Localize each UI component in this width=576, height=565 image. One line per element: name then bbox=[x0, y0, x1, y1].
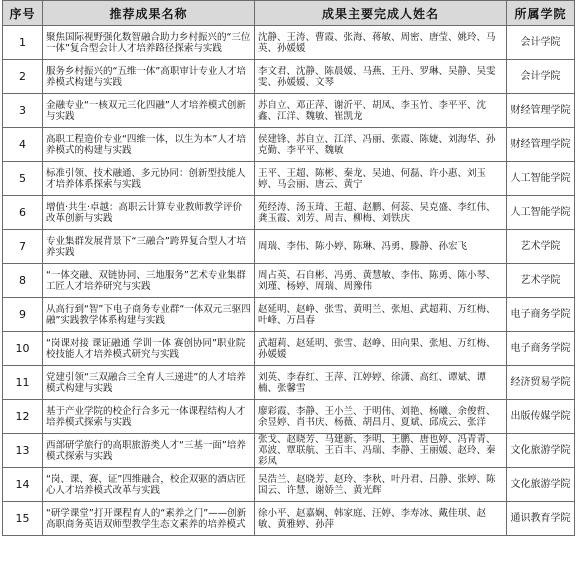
college: 通识教育学院 bbox=[507, 502, 575, 536]
college: 经济贸易学院 bbox=[507, 366, 575, 400]
college: 文化旅游学院 bbox=[507, 434, 575, 468]
header-title: 推荐成果名称 bbox=[43, 1, 255, 26]
table-row bbox=[3, 128, 575, 162]
table-row bbox=[3, 332, 575, 366]
table-row bbox=[3, 298, 575, 332]
table-row bbox=[3, 94, 575, 128]
contributors: 周占英、石自彬、冯勇、黄慧敏、李伟、陈勇、陈小琴、刘瑾、杨婷、周瑞、周豫伟 bbox=[255, 264, 507, 298]
table-row bbox=[3, 162, 575, 196]
achievement-title: 增值·共生·卓越：高职云计算专业教师教学评价改革创新与实践 bbox=[43, 196, 255, 230]
table-row bbox=[3, 26, 575, 60]
achievement-title: 西部研学旅行的高职旅游类人才“三基一面”培养模式探索与实践 bbox=[43, 434, 255, 468]
achievement-title: “研学课堂”打开课程育人的“素养之门”——创新高职商务英语双师型教学生态文素养的培养模式 bbox=[43, 502, 255, 536]
table-row bbox=[3, 230, 575, 264]
header-college: 所属学院 bbox=[507, 1, 575, 26]
achievement-title: 聚焦国际视野强化数智融合助力乡村振兴的“三位一体”复合型会计人才培养路径探索与实践 bbox=[43, 26, 255, 60]
contributors: 沈静、王涛、曹霞、张海、蒋敏、周密、唐莹、姚玲、马英、孙媛媛 bbox=[255, 26, 507, 60]
contributors: 苏自立、邓正萍、谢沂平、胡凤、李玉竹、李平平、沈鑫、江洋、魏敏、崔凯龙 bbox=[255, 94, 507, 128]
table-row bbox=[3, 400, 575, 434]
table-row bbox=[3, 60, 575, 94]
contributors: 赵延明、赵峥、张雪、黄明兰、张旭、武超莉、万红梅、叶峰、万昌春 bbox=[255, 298, 507, 332]
college: 艺术学院 bbox=[507, 264, 575, 298]
college: 人工智能学院 bbox=[507, 196, 575, 230]
achievement-title: “一体交融、双链协同、三地服务”艺术专业集群工匠人才培养研究与实践 bbox=[43, 264, 255, 298]
table-header-row bbox=[3, 1, 575, 26]
table-row bbox=[3, 366, 575, 400]
row-number: 2 bbox=[3, 60, 43, 94]
header-no: 序号 bbox=[3, 1, 43, 26]
achievement-title: 服务乡村振兴的“五维一体”高职审计专业人才培养模式构建与实践 bbox=[43, 60, 255, 94]
row-number: 6 bbox=[3, 196, 43, 230]
achievements-table bbox=[2, 0, 575, 536]
contributors: 廖彩霞、李静、王小兰、于明伟、刘艳、杨曦、余俊哲、余昱婷、肖书庆、杨薇、胡昌月、夏斌、邱成云、张洋 bbox=[255, 400, 507, 434]
contributors: 张戈、赵晓芳、马建新、李明、王鹏、唐也婷、冯青青、邓波、覃联航、王百丰、冯瑞、李静、王丽媛、赵玲、秦彩凤 bbox=[255, 434, 507, 468]
table-row bbox=[3, 264, 575, 298]
achievement-title: 高职工程造价专业“四维一体，以生为本”人才培养模式的构建与实践 bbox=[43, 128, 255, 162]
row-number: 14 bbox=[3, 468, 43, 502]
contributors: 王平、王超、陈彬、秦龙、吴迪、何磊、许小惠、刘玉婷、马会丽、唐云、黄宁 bbox=[255, 162, 507, 196]
achievement-title: 党建引领“三双融合三全育人三递进”的人才培养模式构建与实践 bbox=[43, 366, 255, 400]
row-number: 12 bbox=[3, 400, 43, 434]
table-row bbox=[3, 468, 575, 502]
row-number: 9 bbox=[3, 298, 43, 332]
contributors: 侯建锋、苏自立、江洋、冯丽、张霞、陈婕、刘海华、孙克勤、李平平、魏敏 bbox=[255, 128, 507, 162]
row-number: 10 bbox=[3, 332, 43, 366]
college: 财经管理学院 bbox=[507, 94, 575, 128]
contributors: 苑经涛、汤玉琦、王超、赵鹏、何蕊、吴克盛、李红伟、龚玉霞、刘芳、周吉、柳梅、刘铁庆 bbox=[255, 196, 507, 230]
achievement-title: 从高行到“智”下电子商务专业群“一体双元三驱四融”实践教学体系构建与实践 bbox=[43, 298, 255, 332]
college: 会计学院 bbox=[507, 26, 575, 60]
college: 艺术学院 bbox=[507, 230, 575, 264]
college: 人工智能学院 bbox=[507, 162, 575, 196]
contributors: 李文君、沈静、陈晨媛、马燕、王丹、罗琳、吴静、吴雯雯、孙媛媛、文琴 bbox=[255, 60, 507, 94]
row-number: 11 bbox=[3, 366, 43, 400]
contributors: 武超莉、赵延明、张雪、赵峥、田向果、张旭、万红梅、孙媛媛 bbox=[255, 332, 507, 366]
row-number: 5 bbox=[3, 162, 43, 196]
college: 电子商务学院 bbox=[507, 298, 575, 332]
header-people: 成果主要完成人姓名 bbox=[255, 1, 507, 26]
row-number: 7 bbox=[3, 230, 43, 264]
achievement-title: “岗课对接 课证融通 学训一体 赛创协同”职业院校技能人才培养模式研究与实践 bbox=[43, 332, 255, 366]
college: 出版传媒学院 bbox=[507, 400, 575, 434]
row-number: 1 bbox=[3, 26, 43, 60]
achievement-title: “岗、课、赛、证”四维融合，校企双驱的酒店匠心人才培养模式改革与实践 bbox=[43, 468, 255, 502]
achievement-title: 标准引领、技术融通、多元协同：创新型技能人才培养体系探索与实践 bbox=[43, 162, 255, 196]
college: 财经管理学院 bbox=[507, 128, 575, 162]
achievement-title: 专业集群发展背景下“三融合”跨界复合型人才培养实践 bbox=[43, 230, 255, 264]
table-row bbox=[3, 502, 575, 536]
achievement-title: 金融专业“一核双元三化四融”人才培养模式创新与实践 bbox=[43, 94, 255, 128]
college: 会计学院 bbox=[507, 60, 575, 94]
college: 电子商务学院 bbox=[507, 332, 575, 366]
table-row bbox=[3, 196, 575, 230]
row-number: 8 bbox=[3, 264, 43, 298]
contributors: 刘英、李春红、王萍、江婷婷、徐潇、高红、谭斌、谭楠、张馨雪 bbox=[255, 366, 507, 400]
college: 文化旅游学院 bbox=[507, 468, 575, 502]
row-number: 3 bbox=[3, 94, 43, 128]
contributors: 吴浩兰、赵晓芳、赵玲、李秋、叶丹君、吕静、张婷、陈国云、许慧、谢娇兰、黄光辉 bbox=[255, 468, 507, 502]
row-number: 4 bbox=[3, 128, 43, 162]
contributors: 徐小平、赵嘉娴、韩家庭、汪婷、李寿冰、戴佳琪、赵敏、黄雅婷、孙萍 bbox=[255, 502, 507, 536]
row-number: 13 bbox=[3, 434, 43, 468]
contributors: 周瑞、李伟、陈小婷、陈琳、冯勇、滕静、孙宏飞 bbox=[255, 230, 507, 264]
table-row bbox=[3, 434, 575, 468]
row-number: 15 bbox=[3, 502, 43, 536]
achievement-title: 基于产业学院的校企行合多元一体课程结构人才培养模式探索与实践 bbox=[43, 400, 255, 434]
